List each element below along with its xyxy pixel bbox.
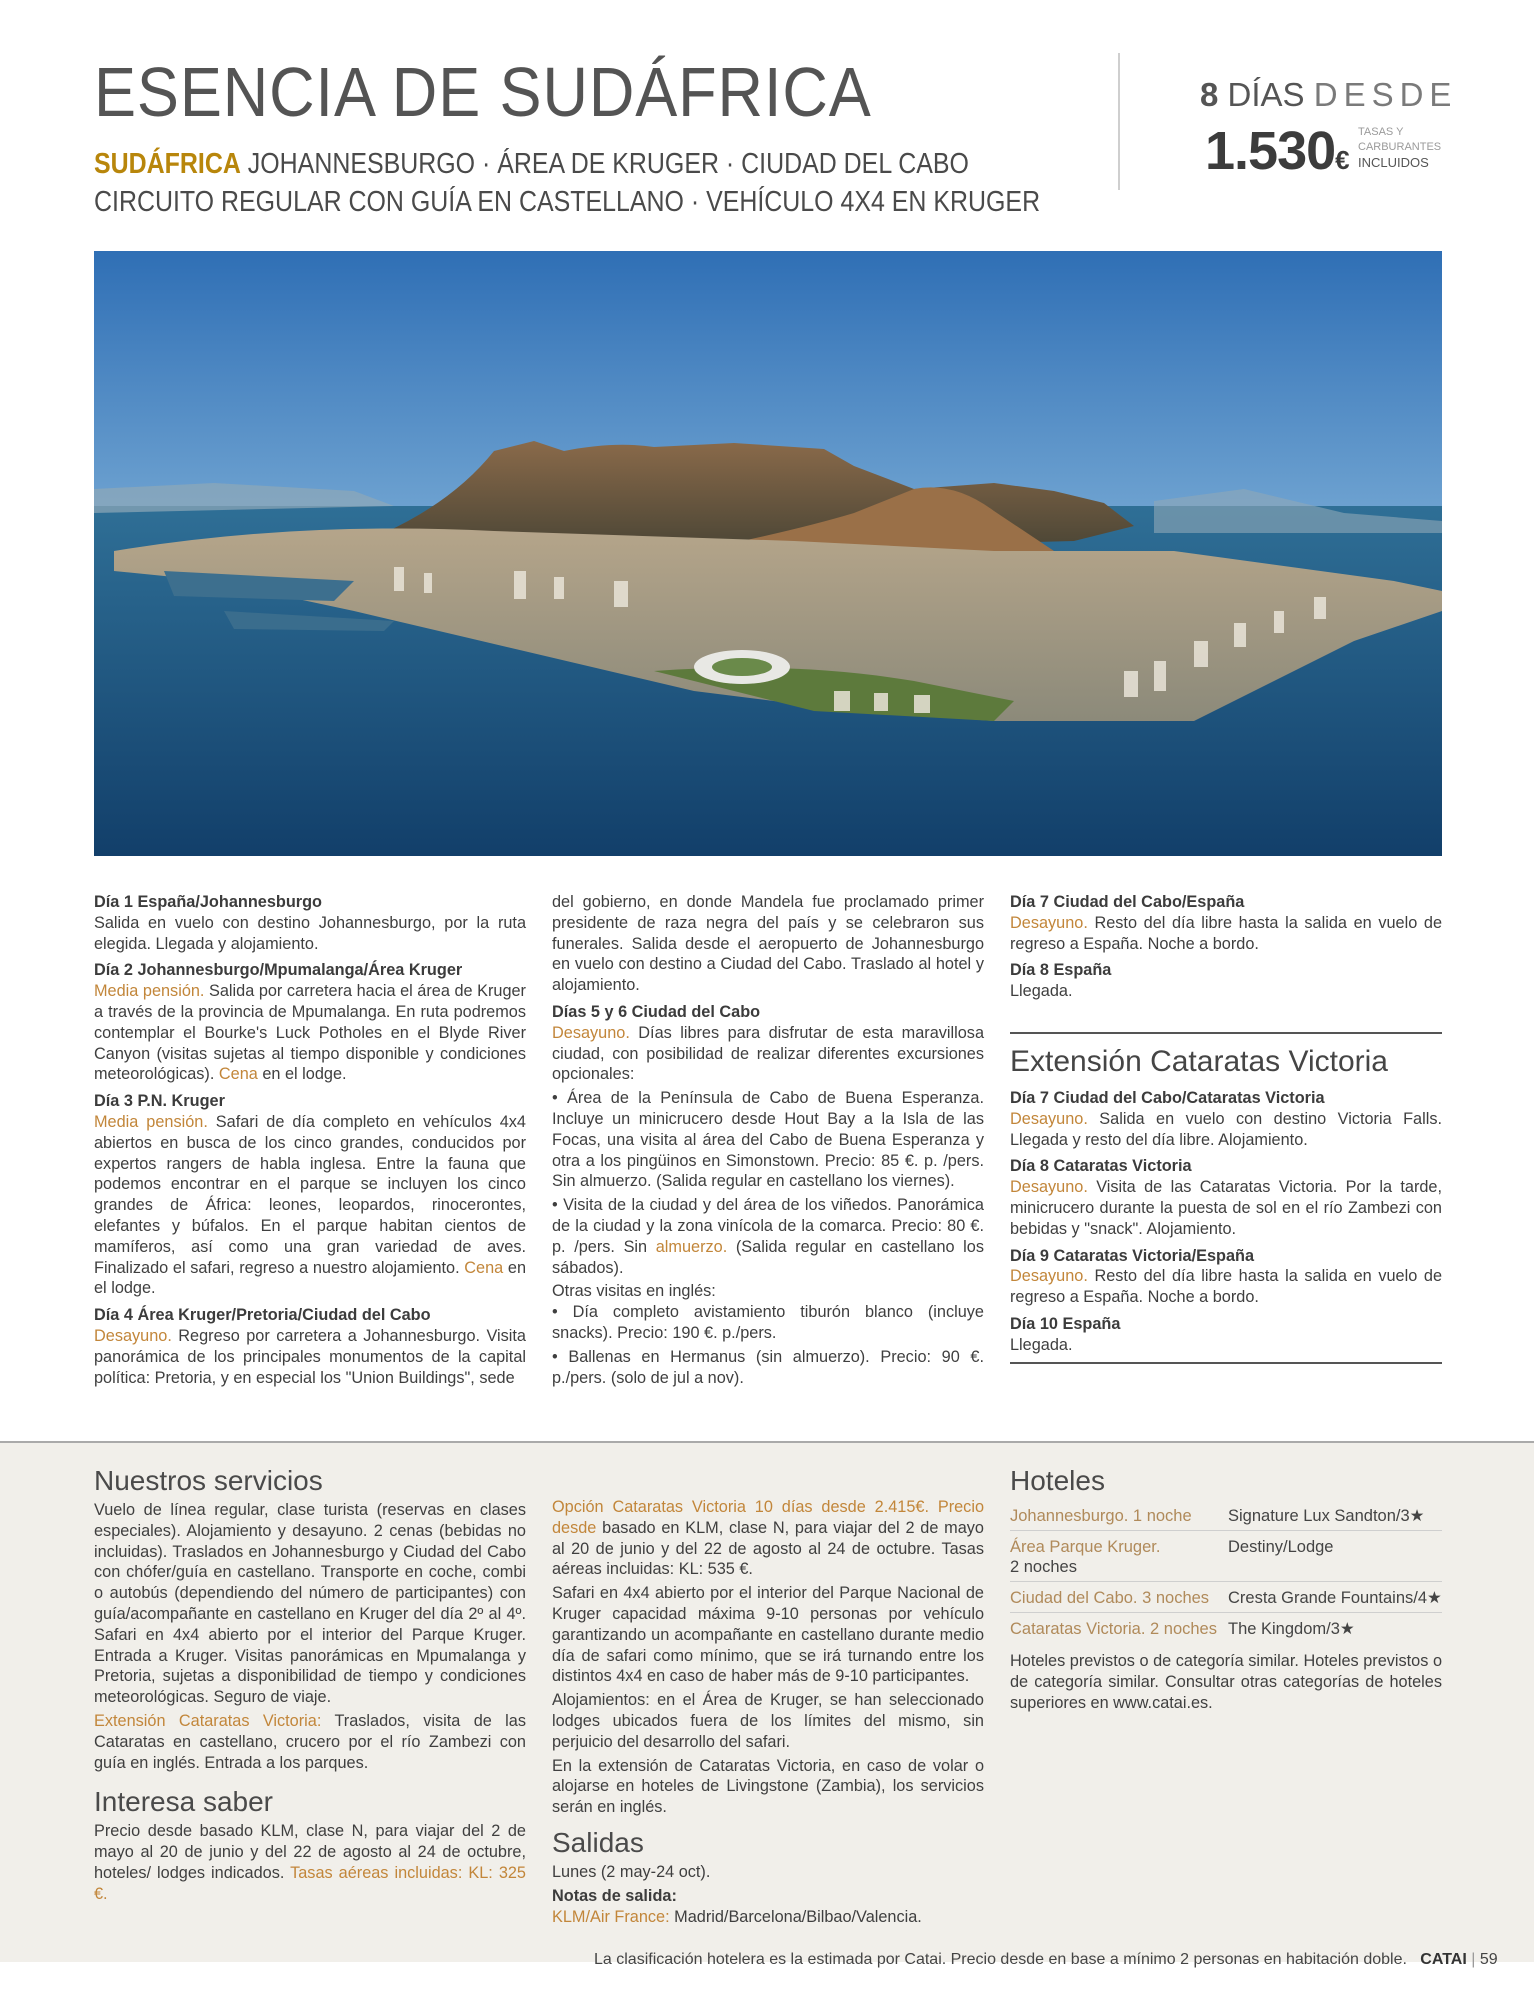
excursion-text-end: (Salida regular en castellano los sábados). bbox=[552, 1237, 984, 1277]
meal-plan: Desayuno. bbox=[1010, 1178, 1088, 1197]
hero-photo-cape-town bbox=[94, 251, 1442, 856]
excursion-item: • Ballenas en Hermanus (sin almuerzo). Precio: 90 €. p./pers. (solo de jul a nov). bbox=[552, 1347, 984, 1387]
meal-plan: Desayuno. bbox=[552, 1023, 630, 1042]
price-currency: € bbox=[1335, 145, 1349, 175]
meal-plan: Desayuno. bbox=[1010, 1109, 1088, 1128]
meal-plan: Media pensión. bbox=[94, 1112, 208, 1131]
servicios-title: Nuestros servicios bbox=[94, 1465, 323, 1496]
itinerary-column-3 bbox=[1010, 886, 1442, 1367]
meal-plan: Desayuno. bbox=[1010, 1267, 1088, 1286]
hoteles-section bbox=[1010, 1466, 1442, 1713]
day-title: Día 8 España bbox=[1010, 961, 1112, 980]
hotel-name: Destiny/Lodge bbox=[1228, 1538, 1334, 1556]
desde-label: DESDE bbox=[1313, 76, 1458, 113]
itinerary-column-2 bbox=[552, 886, 984, 1391]
opcion-alojamientos: Alojamientos: en el Área de Kruger, se han seleccionado lodges ubicados fuera de los límites del mismo, sin perjuicio del desarrollo del safari. bbox=[552, 1691, 984, 1751]
meal-note: Cena bbox=[459, 1258, 504, 1277]
circuit-subtitle: CIRCUITO REGULAR CON GUÍA EN CASTELLANO · VEHÍCULO 4X4 EN KRUGER bbox=[94, 186, 1041, 218]
excursion-item: • Día completo avistamiento tiburón blanco (incluye snacks). Precio: 190 €. p./pers. bbox=[552, 1303, 984, 1342]
servicios-ext-text: Traslados, visita de las Cataratas en castellano, crucero por el río Zambezi con guía en inglés. Entrada a los parques. bbox=[94, 1711, 526, 1772]
day-title: Día 8 Cataratas Victoria bbox=[1010, 1157, 1192, 1176]
hoteles-note: Hoteles previstos o de categoría similar. Hoteles previstos o de categoría similar. Consultar otras categorías de hoteles superiores en www.catai.es. bbox=[1010, 1652, 1442, 1712]
tasas-note bbox=[1358, 125, 1448, 170]
day-title: Día 10 España bbox=[1010, 1314, 1121, 1333]
meal-plan: Desayuno. bbox=[94, 1326, 172, 1345]
day-text: Regreso por carretera a Johannesburgo. Visita panorámica de los principales monumentos de la capital política: Pretoria, y en especial los "Union Buildings", sede bbox=[94, 1326, 526, 1387]
day-title: Día 9 Cataratas Victoria/España bbox=[1010, 1246, 1255, 1265]
opcion-safari: Safari en 4x4 abierto por el interior del Parque Nacional de Kruger capacidad máxima 9-10 personas por vehículo garantizando un acompañante en castellano durante medio día de safari como mínimo, que se irá turnando entre los distintos 4x4 en caso de haber más de 9-10 participantes. bbox=[552, 1584, 984, 1686]
tasas-line-2: CARBURANTES bbox=[1358, 141, 1442, 153]
day-text: Visita de las Cataratas Victoria. Por la tarde, minicrucero durante la puesta de sol en el río Zambezi con bebidas y "snack". Alojamiento. bbox=[1010, 1178, 1442, 1238]
tasas-line-3: INCLUIDOS bbox=[1358, 155, 1429, 170]
meal-plan: Media pensión. bbox=[94, 982, 205, 1001]
opcion-text: basado en KLM, clase N, para viajar del 2 de mayo al 20 de junio y del 22 de agosto al 24 de octubre. Tasas aéreas incluidas: KL: 535 €. bbox=[552, 1518, 984, 1579]
header-divider bbox=[1118, 53, 1120, 190]
day-title: Días 5 y 6 Ciudad del Cabo bbox=[552, 1002, 761, 1021]
day-text: Salida por carretera hacia el área de Kruger a través de la provincia de Mpumalanga. En ruta podremos contemplar el Bourke's Luck Potholes en el Blyde River Canyon (visitas sujetas al tiempo disponible y condiciones meteorológicas). bbox=[94, 982, 526, 1084]
hotel-name: Cresta Grande Fountains/4★ bbox=[1228, 1589, 1442, 1607]
notas-title: Notas de salida: bbox=[552, 1886, 677, 1905]
page-title: ESENCIA DE SUDÁFRICA bbox=[94, 53, 872, 131]
interesa-text: Precio desde basado KLM, clase N, para viajar del 2 de mayo al 20 de junio y del 22 de agosto al 24 de octubre, hoteles/ lodges indicados. bbox=[94, 1822, 526, 1882]
day-title: Día 3 P.N. Kruger bbox=[94, 1092, 225, 1111]
price bbox=[1205, 120, 1349, 182]
days-word: DÍAS bbox=[1227, 76, 1305, 113]
route-cities: JOHANNESBURGO · ÁREA DE KRUGER · CIUDAD DEL CABO bbox=[247, 148, 969, 180]
opcion-section bbox=[552, 1497, 984, 1927]
excursion-hl: almuerzo. bbox=[647, 1237, 728, 1256]
salidas-text: Lunes (2 may-24 oct). bbox=[552, 1862, 711, 1881]
hotel-location: Cataratas Victoria. 2 noches bbox=[1010, 1620, 1217, 1638]
day-title: Día 7 Ciudad del Cabo/España bbox=[1010, 893, 1245, 911]
hotel-row bbox=[1010, 1531, 1442, 1582]
opcion-extension: En la extensión de Cataratas Victoria, en caso de volar o alojarse en hoteles de Livingstone (Zambia), los servicios serán en inglés. bbox=[552, 1756, 984, 1817]
hotel-row bbox=[1010, 1582, 1442, 1613]
opcion-label: Opción Cataratas Victoria 10 días desde 2.415€. Precio desde bbox=[552, 1498, 984, 1537]
notas-airline: KLM/Air France: bbox=[552, 1907, 670, 1926]
day-text: Salida en vuelo con destino Victoria Falls. Llegada y resto del día libre. Alojamiento. bbox=[1010, 1109, 1442, 1149]
interesa-title: Interesa saber bbox=[94, 1786, 273, 1818]
brand-label: CATAI bbox=[1420, 1951, 1467, 1968]
hotel-row bbox=[1010, 1613, 1442, 1643]
days-label bbox=[1200, 76, 1457, 114]
other-visits-label: Otras visitas en inglés: bbox=[552, 1282, 716, 1301]
hotel-row bbox=[1010, 1500, 1442, 1531]
meal-plan: Desayuno. bbox=[1010, 913, 1088, 932]
day-text-end: en el lodge. bbox=[257, 1065, 347, 1084]
day-text: Días libres para disfrutar de esta maravillosa ciudad, con posibilidad de realizar diferentes excursiones opcionales: bbox=[552, 1023, 984, 1084]
day-title: Día 7 Ciudad del Cabo/Cataratas Victoria bbox=[1010, 1088, 1325, 1107]
footer-text: La clasificación hotelera es la estimada por Catai. Precio desde en base a mínimo 2 personas en habitación doble. bbox=[594, 1951, 1407, 1968]
salidas-title: Salidas bbox=[552, 1826, 644, 1858]
hotel-location bbox=[1010, 1537, 1228, 1577]
hotel-name: The Kingdom/3★ bbox=[1228, 1620, 1355, 1638]
servicios-section bbox=[94, 1466, 526, 1908]
day-text: Resto del día libre hasta la salida en vuelo de regreso a España. Noche a bordo. bbox=[1010, 913, 1442, 953]
hotel-location: Johannesburgo. 1 noche bbox=[1010, 1507, 1192, 1525]
country-label: SUDÁFRICA bbox=[94, 148, 241, 180]
servicios-text: Vuelo de línea regular, clase turista (reservas en clases especiales). Alojamiento y desayuno. 2 cenas (bebidas no incluidas). Traslados en Johannesburgo y Ciudad del Cabo con chófer/guía en castellano. Transporte en coche, combi o autobús (dependiendo del número de participantes) con guía/acompañante en castellano en Kruger del día 2º al 4º. Safari en 4x4 abierto por el interior del Parque Kruger. Entrada a Kruger. Visitas panorámicas en Mpumalanga y Pretoria, sujetas a disponibilidad de tiempo y condiciones meteorológicas. Seguro de viaje. bbox=[94, 1501, 526, 1707]
itinerary-column-1 bbox=[94, 886, 526, 1391]
day-title: Día 1 España/Johannesburgo bbox=[94, 893, 322, 911]
hotel-location-text: Área Parque Kruger. bbox=[1010, 1538, 1161, 1556]
excursion-item bbox=[552, 1195, 984, 1278]
day-text: Salida en vuelo con destino Johannesburgo, por la ruta elegida. Llegada y alojamiento. bbox=[94, 913, 526, 953]
day-text: Llegada. bbox=[1010, 982, 1073, 1001]
tasas-line-1: TASAS Y bbox=[1358, 126, 1404, 138]
day-text: Llegada. bbox=[1010, 1335, 1073, 1354]
notas-cities: Madrid/Barcelona/Bilbao/Valencia. bbox=[669, 1907, 922, 1926]
day-text-end: en el lodge. bbox=[94, 1258, 527, 1298]
meal-note: Cena bbox=[214, 1065, 258, 1084]
day-title: Día 2 Johannesburgo/Mpumalanga/Área Kruger bbox=[94, 961, 463, 980]
day-text: Safari de día completo en vehículos 4x4 abiertos en busca de los cinco grandes, conducidos por expertos rangers de habla inglesa. Entre la fauna que podemos encontrar en el parque se incluyen los cinco grandes de África: leones, leopardos, rinocerontes, elefantes y búfalos. En el parque habitan cientos de mamíferos, así como una gran variedad de aves. Finalizado el safari, regreso a nuestro alojamiento. bbox=[94, 1112, 526, 1277]
footer-note: La clasificación hotelera es la estimada por Catai. Precio desde en base a mínimo 2 personas en habitación doble. CATAI | 59 bbox=[594, 1951, 1498, 1968]
excursion-text: • Visita de la ciudad y del área de los viñedos. Panorámica de la ciudad y la zona vinícola de la comarca. Precio: 80 €. p. /pers. Sin bbox=[552, 1196, 984, 1256]
page-number: 59 bbox=[1479, 1951, 1498, 1968]
day-4-continued: del gobierno, en donde Mandela fue proclamado primer presidente de raza negra del país y se celebraron sus funerales. Salida desde el aeropuerto de Johannesburgo en vuelo con destino a Ciudad del Cabo. Traslado al hotel y alojamiento. bbox=[552, 893, 984, 995]
interesa-tasas: Tasas aéreas incluidas: KL: 325 €. bbox=[94, 1863, 526, 1903]
day-text: Resto del día libre hasta la salida en vuelo de regreso a España. Noche a bordo. bbox=[1010, 1267, 1442, 1307]
hoteles-title: Hoteles bbox=[1010, 1465, 1105, 1496]
price-value: 1.530 bbox=[1205, 121, 1336, 181]
servicios-ext-label: Extensión Cataratas Victoria: bbox=[94, 1711, 322, 1730]
route-line bbox=[94, 148, 969, 181]
hotel-name: Signature Lux Sandton/3★ bbox=[1228, 1507, 1425, 1525]
extension-title: Extensión Cataratas Victoria bbox=[1010, 1032, 1442, 1080]
hotel-nights: 2 noches bbox=[1010, 1558, 1077, 1576]
hotel-location: Ciudad del Cabo. 3 noches bbox=[1010, 1589, 1210, 1607]
days-number: 8 bbox=[1200, 76, 1219, 113]
day-title: Día 4 Área Kruger/Pretoria/Ciudad del Cabo bbox=[94, 1306, 431, 1325]
excursion-item: • Área de la Península de Cabo de Buena Esperanza. Incluye un minicrucero desde Hout Bay a la Isla de las Focas, una visita al área del Cabo de Buena Esperanza y otra a los pingüinos en Simonstown. Precio: 85 €. p. /pers. Sin almuerzo. (Salida regular en castellano los viernes). bbox=[552, 1089, 984, 1191]
